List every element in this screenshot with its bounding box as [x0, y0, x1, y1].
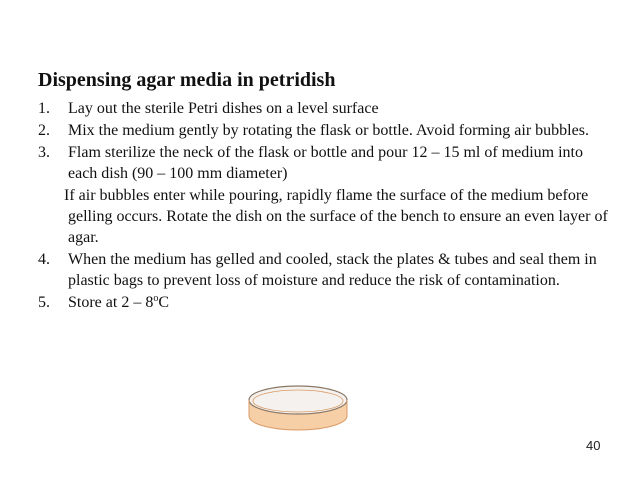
step-text: [68, 294, 169, 311]
page-number: 40: [586, 438, 601, 453]
slide-title: Dispensing agar media in petridish: [38, 69, 336, 91]
degree-superscript: o: [153, 293, 159, 304]
step-text: When the medium has gelled and cooled, stack the plates & tubes and seal them in plastic bags to prevent loss of moisture and reduce the risk of contamination.: [68, 251, 597, 289]
step-text-unit: C: [158, 294, 169, 311]
step-number: 4.: [38, 251, 50, 268]
step-text-start: Store at 2 – 8: [68, 294, 154, 311]
step-number: 3.: [38, 144, 50, 161]
step-item: [38, 249, 608, 291]
step-number: 2.: [38, 122, 50, 139]
note-text: If air bubbles enter while pouring, rapidly flame the surface of the medium before gelling occurs. Rotate the dish on the surface of the bench to ensure an even layer of agar.: [64, 187, 608, 246]
step-text: Mix the medium gently by rotating the flask or bottle. Avoid forming air bubbles.: [68, 122, 589, 139]
steps-list: [38, 98, 608, 314]
step-item: [38, 292, 608, 313]
step-text: Lay out the sterile Petri dishes on a level surface: [68, 100, 379, 117]
step-item: [38, 98, 608, 119]
step-number: 5.: [38, 294, 50, 311]
step-number: 1.: [38, 100, 50, 117]
step-note: [38, 185, 608, 248]
petri-dish-icon: [246, 383, 350, 433]
step-item: [38, 120, 608, 141]
step-text: Flam sterilize the neck of the flask or bottle and pour 12 – 15 ml of medium into each dish (90 – 100 mm diameter): [68, 144, 583, 182]
step-item: [38, 142, 608, 184]
